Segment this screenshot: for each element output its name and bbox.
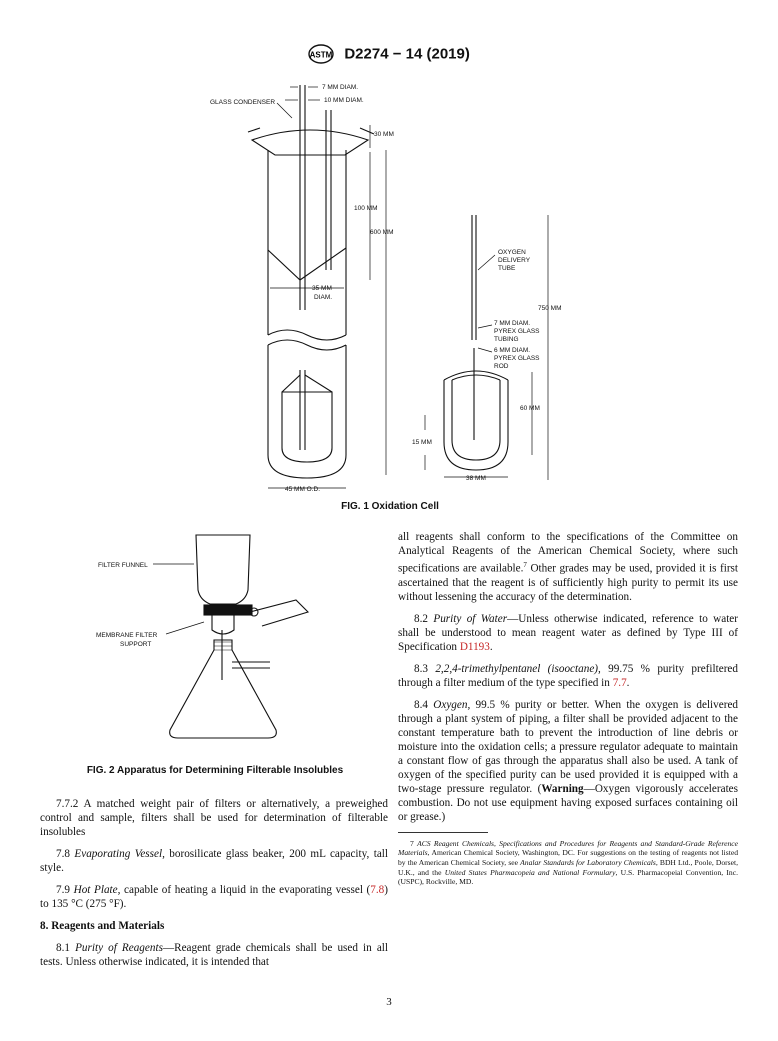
label-membrane-filter: MEMBRANE FILTER [96,632,158,639]
label-15mm: 15 MM [412,439,432,446]
link-7-8[interactable]: 7.8 [370,884,385,896]
label-tubing-diam: 7 MM DIAM. [494,320,531,327]
label-rod: ROD [494,363,509,370]
document-header [0,44,778,64]
section-7-9: 7.9 Hot Plate, capable of heating a liquid in the evaporating vessel (7.8) to 135 °C (275 °F). [40,884,388,910]
section-8-1: 8.1 Purity of Reagents—Reagent grade chemicals shall be used in all tests. Unless otherwise indicated, it is intended that [40,942,388,968]
link-d1193[interactable]: D1193 [459,640,490,653]
footnote-ref-7[interactable]: 7 [523,561,527,569]
figure-2-caption: FIG. 2 Apparatus for Determining Filterable Insolubles [86,765,344,776]
label-tubing: TUBING [494,336,519,343]
label-membrane-support: SUPPORT [120,641,152,648]
label-100mm: 100 MM [354,205,378,212]
label-tubing-pyrex: PYREX GLASS [494,328,540,335]
page-number: 3 [386,996,392,1008]
label-38mm: 38 MM [466,475,486,482]
label-rod-diam: 6 MM DIAM. [494,347,531,354]
label-30mm: 30 MM [374,131,394,138]
section-8-1-continued: all reagents shall conform to the specifications of the Committee on Analytical Reagents of the American Chemical Society, where such specifications are available.$^7$ Other grades may be used, provided it is first ascertained that the reagent is of sufficiently high purity to permit its use without lessening the accuracy of the determination. [398,531,739,603]
left-column [40,797,388,977]
section-8-2: 8.2 Purity of Water—Unless otherwise indicated, reference to water shall be understood to mean reagent water as defined by Type III of Specification D1193. [398,612,738,653]
label-filter-funnel: FILTER FUNNEL [98,562,148,569]
link-7-7[interactable]: 7.7 [612,676,627,689]
section-8-3: 8.3 2,2,4-trimethylpentanel (isooctane), 99.75 % purity prefiltered through a filter medium of the type specified in 7.7. [398,662,738,689]
label-45mm-od: 45 MM O.D. [285,486,321,493]
section-7-7-2: 7.7.2 A matched weight pair of filters or alternatively, a preweighed control and sample, filters shall be used for determination of filterable insolubles [40,798,388,838]
footnote-7: 7 ACS Reagent Chemicals, Specifications and Procedures for Reagents and Standard-Grade Reference Materials, American Chemical Society, Washington, DC. For suggestions on the testing of reagents not listed by the American Chemical Society, see Analar Standards for Laboratory Chemicals, BDH Ltd., Poole, Dorset, U.K., and the United States Pharmacopeia and National Formulary, U.S. Pharmacopeial Convention, Inc. (USPC), Rockville, MD. [398,838,738,887]
astm-logo-icon [308,44,334,64]
label-7mm-diam: 7 MM DIAM. [322,84,359,91]
label-oxygen: OXYGEN [498,249,526,256]
label-glass-condenser: GLASS CONDENSER [210,99,276,106]
svg-text:ASTM: ASTM [309,50,333,60]
label-35mm-diam: DIAM. [314,294,333,301]
right-column [398,530,738,887]
footnote-divider [398,832,488,833]
label-750mm: 750 MM [538,305,562,312]
section-8-4: 8.4 Oxygen, 99.5 % purity or better. When the oxygen is delivered through a plant system of piping, a filter shall be provided adjacent to the constant temperature bath to prevent the introduction of line debris or moisture into the oxidation cells; a pressure regulator adequate to maintain a constant flow of gas through the apparatus shall also be used. A tank of oxygen of the specified purity can be used provided it is equipped with a two-stage pressure regulator. (Warning—Oxygen vigorously accelerates combustion. Do not use equipment having exposed surfaces containing oil or grease.) [398,698,738,823]
label-rod-pyrex: PYREX GLASS [494,355,540,362]
figure-1-caption: FIG. 1 Oxidation Cell [341,501,439,512]
section-7-8: 7.8 Evaporating Vessel, borosilicate glass beaker, 200 mL capacity, tall style. [40,848,388,874]
label-60mm: 60 MM [520,405,540,412]
section-8-heading: 8. Reagents and Materials [40,920,165,932]
label-600mm: 600 MM [370,229,394,236]
label-10mm-diam: 10 MM DIAM. [324,97,364,104]
label-35mm: 35 MM [312,285,332,292]
standard-designation: D2274 − 14 (2019) [344,45,470,63]
figure-2-filtration-apparatus [60,528,380,758]
figure-1-oxidation-cell [200,78,580,498]
label-tube: TUBE [498,265,516,272]
label-delivery: DELIVERY [498,257,531,264]
